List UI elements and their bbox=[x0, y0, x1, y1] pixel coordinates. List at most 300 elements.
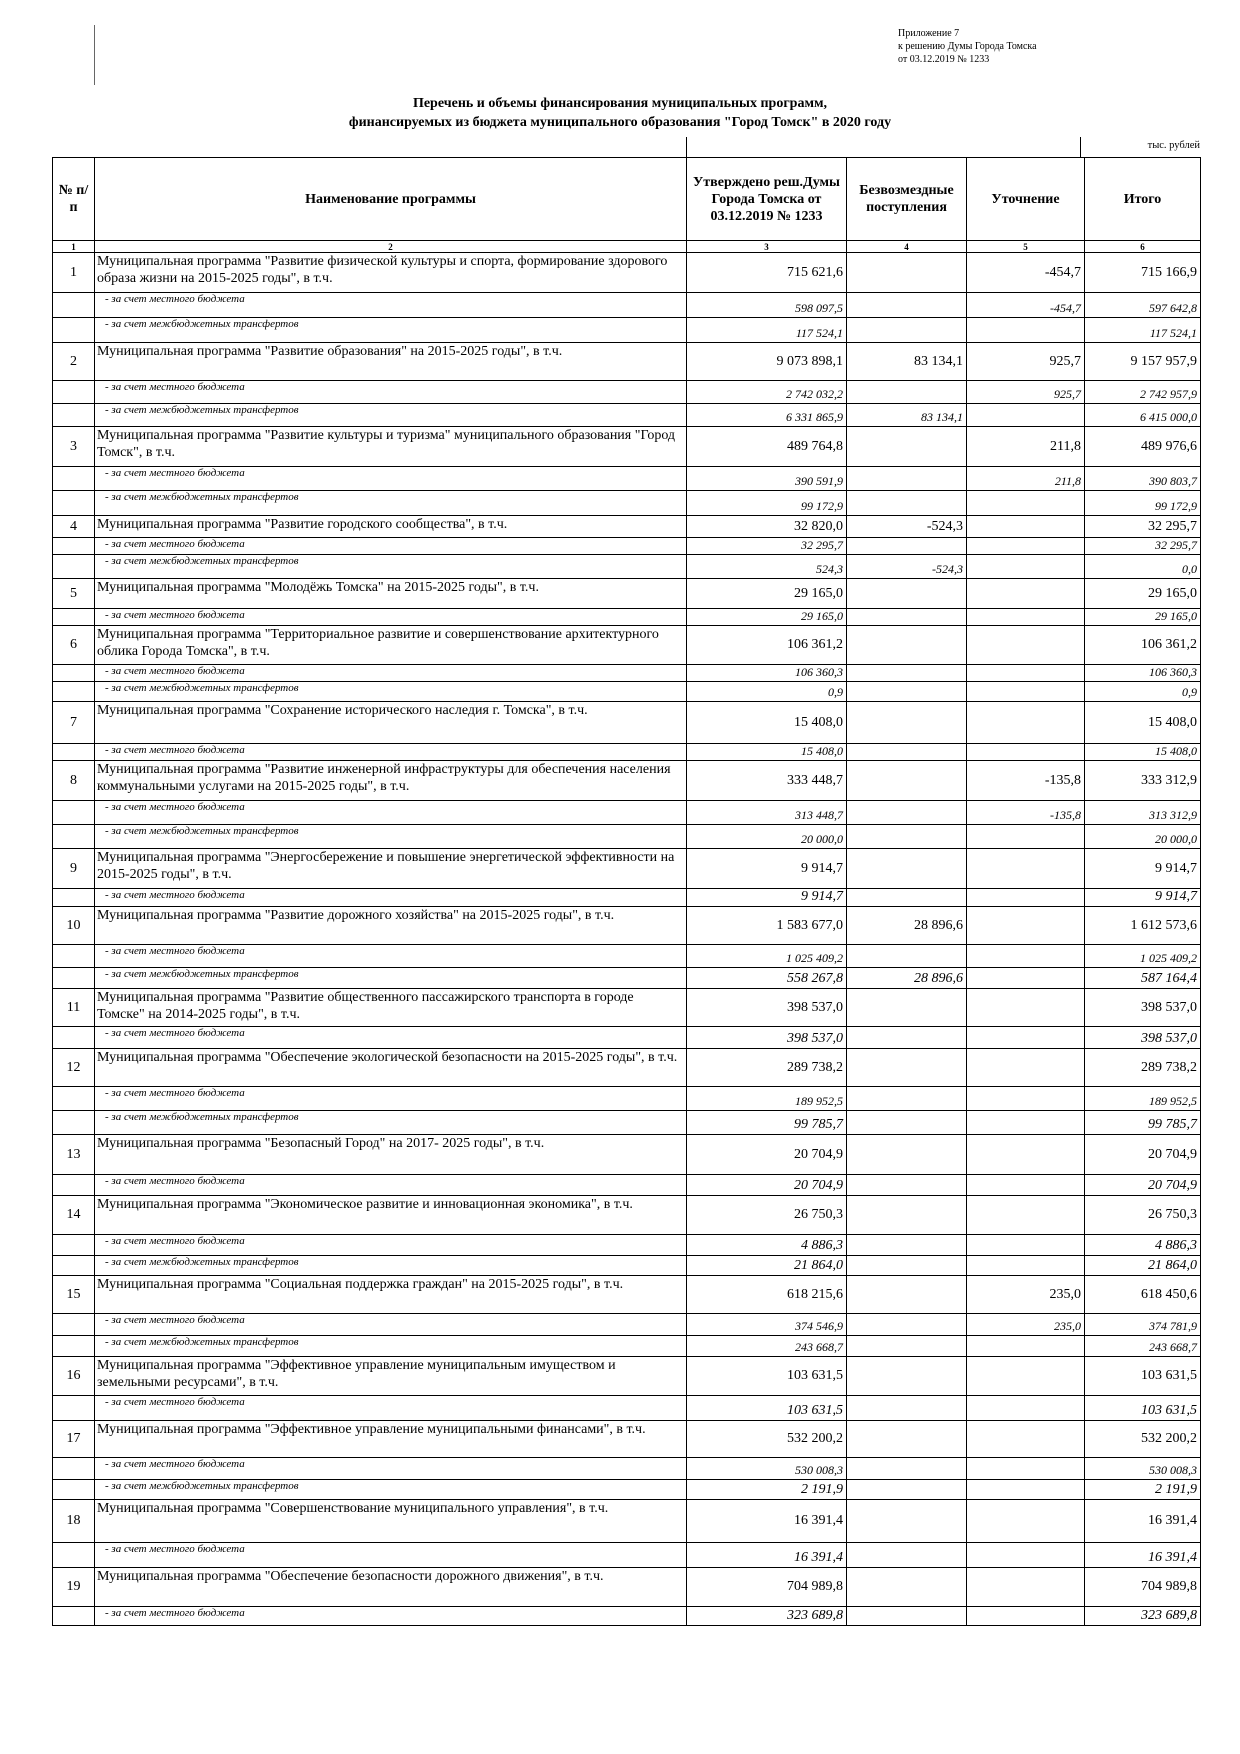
program-row bbox=[53, 1135, 1201, 1175]
funding-source-row bbox=[53, 682, 1201, 702]
adjustment-amount bbox=[967, 825, 1085, 849]
approved-amount: 374 546,9 bbox=[687, 1314, 847, 1336]
program-name: Муниципальная программа "Эффективное управление муниципальным имуществом и земельными ресурсами", в т.ч. bbox=[95, 1357, 687, 1396]
total-amount: 32 295,7 bbox=[1085, 516, 1201, 538]
row-number bbox=[53, 1087, 95, 1111]
row-number: 18 bbox=[53, 1500, 95, 1543]
row-number: 12 bbox=[53, 1049, 95, 1087]
approved-amount: 704 989,8 bbox=[687, 1568, 847, 1607]
program-name: Муниципальная программа "Сохранение исторического наследия г. Томска", в т.ч. bbox=[95, 702, 687, 744]
funding-source-name: - за счет местного бюджета bbox=[95, 945, 687, 968]
total-amount: 0,9 bbox=[1085, 682, 1201, 702]
row-number bbox=[53, 1314, 95, 1336]
approved-amount: 29 165,0 bbox=[687, 579, 847, 609]
approved-amount: 20 704,9 bbox=[687, 1175, 847, 1196]
funding-source-row bbox=[53, 1175, 1201, 1196]
total-amount: 313 312,9 bbox=[1085, 801, 1201, 825]
grants-amount bbox=[847, 1357, 967, 1396]
adjustment-amount bbox=[967, 1543, 1085, 1568]
grants-amount bbox=[847, 1111, 967, 1135]
adjustment-amount bbox=[967, 516, 1085, 538]
total-amount: 1 612 573,6 bbox=[1085, 907, 1201, 945]
row-number: 10 bbox=[53, 907, 95, 945]
program-name: Муниципальная программа "Развитие общественного пассажирского транспорта в городе Томске" на 2014-2025 годы", в т.ч. bbox=[95, 989, 687, 1027]
funding-source-row bbox=[53, 538, 1201, 555]
grants-amount bbox=[847, 1027, 967, 1049]
funding-source-row bbox=[53, 968, 1201, 989]
row-number bbox=[53, 1256, 95, 1276]
total-amount: 9 157 957,9 bbox=[1085, 343, 1201, 381]
total-amount: 16 391,4 bbox=[1085, 1500, 1201, 1543]
total-amount: 2 742 957,9 bbox=[1085, 381, 1201, 404]
adjustment-amount bbox=[967, 1607, 1085, 1626]
funding-source-name: - за счет местного бюджета bbox=[95, 1607, 687, 1626]
adjustment-amount: 211,8 bbox=[967, 427, 1085, 467]
header-approved: Утверждено реш.Думы Города Томска от 03.12.2019 № 1233 bbox=[687, 158, 847, 241]
program-name: Муниципальная программа "Развитие городского сообщества", в т.ч. bbox=[95, 516, 687, 538]
approved-amount: 2 742 032,2 bbox=[687, 381, 847, 404]
adjustment-amount bbox=[967, 318, 1085, 343]
units-divider-left bbox=[686, 137, 687, 157]
title-line-2: финансируемых из бюджета муниципального образования "Город Томск" в 2020 году bbox=[348, 115, 892, 130]
funding-source-row bbox=[53, 1607, 1201, 1626]
grants-amount bbox=[847, 381, 967, 404]
total-amount: 489 976,6 bbox=[1085, 427, 1201, 467]
adjustment-amount: -454,7 bbox=[967, 253, 1085, 293]
row-number bbox=[53, 467, 95, 491]
grants-amount bbox=[847, 1049, 967, 1087]
grants-amount: 28 896,6 bbox=[847, 907, 967, 945]
row-number bbox=[53, 744, 95, 761]
approved-amount: 99 785,7 bbox=[687, 1111, 847, 1135]
total-amount: 243 668,7 bbox=[1085, 1336, 1201, 1357]
row-number: 1 bbox=[53, 253, 95, 293]
approved-amount: 9 914,7 bbox=[687, 849, 847, 889]
grants-amount: 83 134,1 bbox=[847, 343, 967, 381]
total-amount: 106 360,3 bbox=[1085, 665, 1201, 682]
total-amount: 532 200,2 bbox=[1085, 1421, 1201, 1458]
program-row bbox=[53, 761, 1201, 801]
program-row bbox=[53, 579, 1201, 609]
total-amount: 20 704,9 bbox=[1085, 1135, 1201, 1175]
total-amount: 21 864,0 bbox=[1085, 1256, 1201, 1276]
adjustment-amount bbox=[967, 1135, 1085, 1175]
total-amount: 106 361,2 bbox=[1085, 626, 1201, 665]
approved-amount: 21 864,0 bbox=[687, 1256, 847, 1276]
total-amount: 333 312,9 bbox=[1085, 761, 1201, 801]
row-number bbox=[53, 1458, 95, 1480]
grants-amount bbox=[847, 801, 967, 825]
funding-source-name: - за счет местного бюджета bbox=[95, 467, 687, 491]
program-name: Муниципальная программа "Энергосбережение и повышение энергетической эффективности на 2015-2025 годы", в т.ч. bbox=[95, 849, 687, 889]
total-amount: 15 408,0 bbox=[1085, 744, 1201, 761]
funding-source-name: - за счет местного бюджета bbox=[95, 1027, 687, 1049]
approved-amount: 390 591,9 bbox=[687, 467, 847, 491]
grants-amount bbox=[847, 467, 967, 491]
grants-amount bbox=[847, 579, 967, 609]
funding-source-row bbox=[53, 1543, 1201, 1568]
adjustment-amount: -454,7 bbox=[967, 293, 1085, 318]
grants-amount bbox=[847, 1135, 967, 1175]
grants-amount bbox=[847, 1458, 967, 1480]
program-name: Муниципальная программа "Развитие инженерной инфраструктуры для обеспечения населения коммунальными услугами на 2015-2025 годы", в т.ч. bbox=[95, 761, 687, 801]
row-number bbox=[53, 555, 95, 579]
table-body bbox=[53, 253, 1201, 1626]
grants-amount bbox=[847, 945, 967, 968]
approved-amount: 32 295,7 bbox=[687, 538, 847, 555]
approved-amount: 1 025 409,2 bbox=[687, 945, 847, 968]
total-amount: 189 952,5 bbox=[1085, 1087, 1201, 1111]
funding-source-name: - за счет местного бюджета bbox=[95, 538, 687, 555]
row-number bbox=[53, 945, 95, 968]
approved-amount: 6 331 865,9 bbox=[687, 404, 847, 427]
row-number bbox=[53, 293, 95, 318]
grants-amount bbox=[847, 889, 967, 907]
adjustment-amount bbox=[967, 1500, 1085, 1543]
row-number: 5 bbox=[53, 579, 95, 609]
funding-source-row bbox=[53, 889, 1201, 907]
funding-source-name: - за счет местного бюджета bbox=[95, 665, 687, 682]
adjustment-amount bbox=[967, 1421, 1085, 1458]
grants-amount: -524,3 bbox=[847, 516, 967, 538]
adjustment-amount bbox=[967, 579, 1085, 609]
funding-source-row bbox=[53, 1111, 1201, 1135]
program-name: Муниципальная программа "Социальная поддержка граждан" на 2015-2025 годы", в т.ч. bbox=[95, 1276, 687, 1314]
total-amount: 530 008,3 bbox=[1085, 1458, 1201, 1480]
approved-amount: 32 820,0 bbox=[687, 516, 847, 538]
approved-amount: 532 200,2 bbox=[687, 1421, 847, 1458]
adjustment-amount bbox=[967, 1480, 1085, 1500]
column-number: 4 bbox=[847, 241, 967, 253]
grants-amount bbox=[847, 744, 967, 761]
adjustment-amount bbox=[967, 1336, 1085, 1357]
row-number: 19 bbox=[53, 1568, 95, 1607]
grants-amount bbox=[847, 1568, 967, 1607]
funding-source-row bbox=[53, 555, 1201, 579]
approved-amount: 0,9 bbox=[687, 682, 847, 702]
adjustment-amount: -135,8 bbox=[967, 801, 1085, 825]
row-number bbox=[53, 609, 95, 626]
appendix-line-3: от 03.12.2019 № 1233 bbox=[898, 54, 990, 65]
funding-source-name: - за счет местного бюджета bbox=[95, 744, 687, 761]
grants-amount bbox=[847, 427, 967, 467]
approved-amount: 524,3 bbox=[687, 555, 847, 579]
adjustment-amount bbox=[967, 1458, 1085, 1480]
grants-amount bbox=[847, 1396, 967, 1421]
adjustment-amount bbox=[967, 1256, 1085, 1276]
total-amount: 26 750,3 bbox=[1085, 1196, 1201, 1235]
funding-source-name: - за счет местного бюджета bbox=[95, 1235, 687, 1256]
row-number bbox=[53, 1027, 95, 1049]
program-row bbox=[53, 702, 1201, 744]
funding-source-row bbox=[53, 1458, 1201, 1480]
adjustment-amount bbox=[967, 1235, 1085, 1256]
funding-source-name: - за счет межбюджетных трансфертов bbox=[95, 555, 687, 579]
adjustment-amount bbox=[967, 555, 1085, 579]
total-amount: 32 295,7 bbox=[1085, 538, 1201, 555]
grants-amount bbox=[847, 1314, 967, 1336]
funding-source-row bbox=[53, 1235, 1201, 1256]
total-amount: 289 738,2 bbox=[1085, 1049, 1201, 1087]
adjustment-amount bbox=[967, 744, 1085, 761]
column-number: 5 bbox=[967, 241, 1085, 253]
grants-amount bbox=[847, 318, 967, 343]
program-row bbox=[53, 1276, 1201, 1314]
funding-source-row bbox=[53, 1480, 1201, 1500]
row-number bbox=[53, 665, 95, 682]
grants-amount bbox=[847, 491, 967, 516]
grants-amount bbox=[847, 682, 967, 702]
units-label: тыс. рублей bbox=[1147, 140, 1200, 151]
approved-amount: 333 448,7 bbox=[687, 761, 847, 801]
approved-amount: 103 631,5 bbox=[687, 1357, 847, 1396]
units-divider-right bbox=[1080, 137, 1081, 157]
adjustment-amount bbox=[967, 626, 1085, 665]
funding-source-name: - за счет межбюджетных трансфертов bbox=[95, 404, 687, 427]
row-number bbox=[53, 404, 95, 427]
funding-source-row bbox=[53, 665, 1201, 682]
adjustment-amount bbox=[967, 1175, 1085, 1196]
grants-amount bbox=[847, 761, 967, 801]
funding-source-row bbox=[53, 404, 1201, 427]
adjustment-amount bbox=[967, 1049, 1085, 1087]
grants-amount bbox=[847, 849, 967, 889]
funding-source-name: - за счет межбюджетных трансфертов bbox=[95, 968, 687, 989]
adjustment-amount bbox=[967, 989, 1085, 1027]
total-amount: 587 164,4 bbox=[1085, 968, 1201, 989]
row-number bbox=[53, 1480, 95, 1500]
grants-amount bbox=[847, 989, 967, 1027]
approved-amount: 26 750,3 bbox=[687, 1196, 847, 1235]
adjustment-amount bbox=[967, 849, 1085, 889]
row-number bbox=[53, 801, 95, 825]
total-amount: 374 781,9 bbox=[1085, 1314, 1201, 1336]
approved-amount: 4 886,3 bbox=[687, 1235, 847, 1256]
adjustment-amount bbox=[967, 1396, 1085, 1421]
header-total: Итого bbox=[1085, 158, 1201, 241]
approved-amount: 9 914,7 bbox=[687, 889, 847, 907]
total-amount: 117 524,1 bbox=[1085, 318, 1201, 343]
adjustment-amount: 925,7 bbox=[967, 381, 1085, 404]
program-row bbox=[53, 1357, 1201, 1396]
funding-source-name: - за счет межбюджетных трансфертов bbox=[95, 318, 687, 343]
grants-amount bbox=[847, 609, 967, 626]
column-number: 6 bbox=[1085, 241, 1201, 253]
row-number: 14 bbox=[53, 1196, 95, 1235]
adjustment-amount: 925,7 bbox=[967, 343, 1085, 381]
grants-amount: 28 896,6 bbox=[847, 968, 967, 989]
adjustment-amount bbox=[967, 1027, 1085, 1049]
row-number: 3 bbox=[53, 427, 95, 467]
grants-amount bbox=[847, 1421, 967, 1458]
grants-amount bbox=[847, 1235, 967, 1256]
approved-amount: 106 361,2 bbox=[687, 626, 847, 665]
funding-source-name: - за счет местного бюджета bbox=[95, 1396, 687, 1421]
row-number: 2 bbox=[53, 343, 95, 381]
program-row bbox=[53, 989, 1201, 1027]
approved-amount: 558 267,8 bbox=[687, 968, 847, 989]
funding-source-name: - за счет межбюджетных трансфертов bbox=[95, 1480, 687, 1500]
grants-amount bbox=[847, 626, 967, 665]
adjustment-amount bbox=[967, 1568, 1085, 1607]
adjustment-amount bbox=[967, 1196, 1085, 1235]
total-amount: 597 642,8 bbox=[1085, 293, 1201, 318]
total-amount: 704 989,8 bbox=[1085, 1568, 1201, 1607]
total-amount: 1 025 409,2 bbox=[1085, 945, 1201, 968]
funding-source-row bbox=[53, 1027, 1201, 1049]
adjustment-amount bbox=[967, 682, 1085, 702]
total-amount: 715 166,9 bbox=[1085, 253, 1201, 293]
program-row bbox=[53, 253, 1201, 293]
funding-source-row bbox=[53, 945, 1201, 968]
row-number bbox=[53, 1175, 95, 1196]
approved-amount: 9 073 898,1 bbox=[687, 343, 847, 381]
approved-amount: 15 408,0 bbox=[687, 744, 847, 761]
grants-amount bbox=[847, 825, 967, 849]
program-name: Муниципальная программа "Развитие физической культуры и спорта, формирование здорового образа жизни на 2015-2025 годы", в т.ч. bbox=[95, 253, 687, 293]
total-amount: 6 415 000,0 bbox=[1085, 404, 1201, 427]
program-name: Муниципальная программа "Развитие образования" на 2015-2025 годы", в т.ч. bbox=[95, 343, 687, 381]
adjustment-amount: -135,8 bbox=[967, 761, 1085, 801]
header-adjustment: Уточнение bbox=[967, 158, 1085, 241]
grants-amount bbox=[847, 702, 967, 744]
program-name: Муниципальная программа "Обеспечение экологической безопасности на 2015-2025 годы", в т.ч. bbox=[95, 1049, 687, 1087]
grants-amount bbox=[847, 1336, 967, 1357]
funding-source-row bbox=[53, 1336, 1201, 1357]
approved-amount: 15 408,0 bbox=[687, 702, 847, 744]
total-amount: 15 408,0 bbox=[1085, 702, 1201, 744]
program-name: Муниципальная программа "Экономическое развитие и инновационная экономика", в т.ч. bbox=[95, 1196, 687, 1235]
funding-source-row bbox=[53, 491, 1201, 516]
adjustment-amount bbox=[967, 665, 1085, 682]
program-name: Муниципальная программа "Обеспечение безопасности дорожного движения", в т.ч. bbox=[95, 1568, 687, 1607]
funding-source-row bbox=[53, 1314, 1201, 1336]
adjustment-amount: 211,8 bbox=[967, 467, 1085, 491]
funding-source-name: - за счет межбюджетных трансфертов bbox=[95, 491, 687, 516]
program-row bbox=[53, 1421, 1201, 1458]
funding-source-name: - за счет межбюджетных трансфертов bbox=[95, 1336, 687, 1357]
row-number bbox=[53, 682, 95, 702]
grants-amount bbox=[847, 293, 967, 318]
total-amount: 2 191,9 bbox=[1085, 1480, 1201, 1500]
program-row bbox=[53, 1049, 1201, 1087]
adjustment-amount bbox=[967, 968, 1085, 989]
program-row bbox=[53, 1500, 1201, 1543]
total-amount: 99 785,7 bbox=[1085, 1111, 1201, 1135]
grants-amount bbox=[847, 1276, 967, 1314]
program-row bbox=[53, 427, 1201, 467]
approved-amount: 598 097,5 bbox=[687, 293, 847, 318]
row-number: 9 bbox=[53, 849, 95, 889]
grants-amount bbox=[847, 665, 967, 682]
row-number bbox=[53, 1336, 95, 1357]
row-number: 6 bbox=[53, 626, 95, 665]
adjustment-amount: 235,0 bbox=[967, 1314, 1085, 1336]
appendix-line-1: Приложение 7 bbox=[898, 28, 960, 39]
funding-source-row bbox=[53, 293, 1201, 318]
grants-amount bbox=[847, 253, 967, 293]
funding-source-name: - за счет межбюджетных трансфертов bbox=[95, 682, 687, 702]
grants-amount bbox=[847, 1196, 967, 1235]
total-amount: 99 172,9 bbox=[1085, 491, 1201, 516]
header-grants: Безвозмездные поступления bbox=[847, 158, 967, 241]
row-number bbox=[53, 538, 95, 555]
adjustment-amount bbox=[967, 491, 1085, 516]
appendix-note bbox=[898, 27, 1037, 66]
row-number bbox=[53, 968, 95, 989]
total-amount: 29 165,0 bbox=[1085, 609, 1201, 626]
program-row bbox=[53, 849, 1201, 889]
program-row bbox=[53, 1568, 1201, 1607]
total-amount: 398 537,0 bbox=[1085, 1027, 1201, 1049]
total-amount: 4 886,3 bbox=[1085, 1235, 1201, 1256]
approved-amount: 398 537,0 bbox=[687, 1027, 847, 1049]
total-amount: 20 704,9 bbox=[1085, 1175, 1201, 1196]
header-program-name: Наименование программы bbox=[95, 158, 687, 241]
row-number: 11 bbox=[53, 989, 95, 1027]
approved-amount: 530 008,3 bbox=[687, 1458, 847, 1480]
total-amount: 618 450,6 bbox=[1085, 1276, 1201, 1314]
row-number bbox=[53, 1543, 95, 1568]
funding-source-row bbox=[53, 318, 1201, 343]
funding-source-name: - за счет местного бюджета bbox=[95, 1314, 687, 1336]
program-row bbox=[53, 626, 1201, 665]
funding-source-row bbox=[53, 1087, 1201, 1111]
total-amount: 103 631,5 bbox=[1085, 1357, 1201, 1396]
header-number: № п/п bbox=[53, 158, 95, 241]
row-number: 16 bbox=[53, 1357, 95, 1396]
program-row bbox=[53, 343, 1201, 381]
program-name: Муниципальная программа "Развитие дорожного хозяйства" на 2015-2025 годы", в т.ч. bbox=[95, 907, 687, 945]
funding-source-name: - за счет местного бюджета bbox=[95, 609, 687, 626]
funding-source-row bbox=[53, 744, 1201, 761]
funding-source-row bbox=[53, 801, 1201, 825]
approved-amount: 106 360,3 bbox=[687, 665, 847, 682]
adjustment-amount bbox=[967, 945, 1085, 968]
approved-amount: 489 764,8 bbox=[687, 427, 847, 467]
adjustment-amount bbox=[967, 1111, 1085, 1135]
row-number bbox=[53, 889, 95, 907]
grants-amount: 83 134,1 bbox=[847, 404, 967, 427]
funding-source-name: - за счет местного бюджета bbox=[95, 293, 687, 318]
funding-source-row bbox=[53, 1396, 1201, 1421]
grants-amount bbox=[847, 1175, 967, 1196]
approved-amount: 20 000,0 bbox=[687, 825, 847, 849]
funding-source-name: - за счет местного бюджета bbox=[95, 801, 687, 825]
margin-line bbox=[94, 25, 95, 85]
column-number-row bbox=[53, 241, 1201, 253]
approved-amount: 16 391,4 bbox=[687, 1500, 847, 1543]
total-amount: 9 914,7 bbox=[1085, 849, 1201, 889]
grants-amount bbox=[847, 1256, 967, 1276]
approved-amount: 715 621,6 bbox=[687, 253, 847, 293]
grants-amount: -524,3 bbox=[847, 555, 967, 579]
total-amount: 9 914,7 bbox=[1085, 889, 1201, 907]
row-number bbox=[53, 1111, 95, 1135]
programs-table bbox=[52, 157, 1201, 1626]
funding-source-name: - за счет местного бюджета bbox=[95, 1087, 687, 1111]
funding-source-name: - за счет местного бюджета bbox=[95, 381, 687, 404]
row-number bbox=[53, 1396, 95, 1421]
program-row bbox=[53, 516, 1201, 538]
funding-source-name: - за счет местного бюджета bbox=[95, 889, 687, 907]
row-number bbox=[53, 491, 95, 516]
program-name: Муниципальная программа "Безопасный Город" на 2017- 2025 годы", в т.ч. bbox=[95, 1135, 687, 1175]
row-number: 7 bbox=[53, 702, 95, 744]
funding-source-row bbox=[53, 381, 1201, 404]
column-number: 1 bbox=[53, 241, 95, 253]
row-number: 8 bbox=[53, 761, 95, 801]
